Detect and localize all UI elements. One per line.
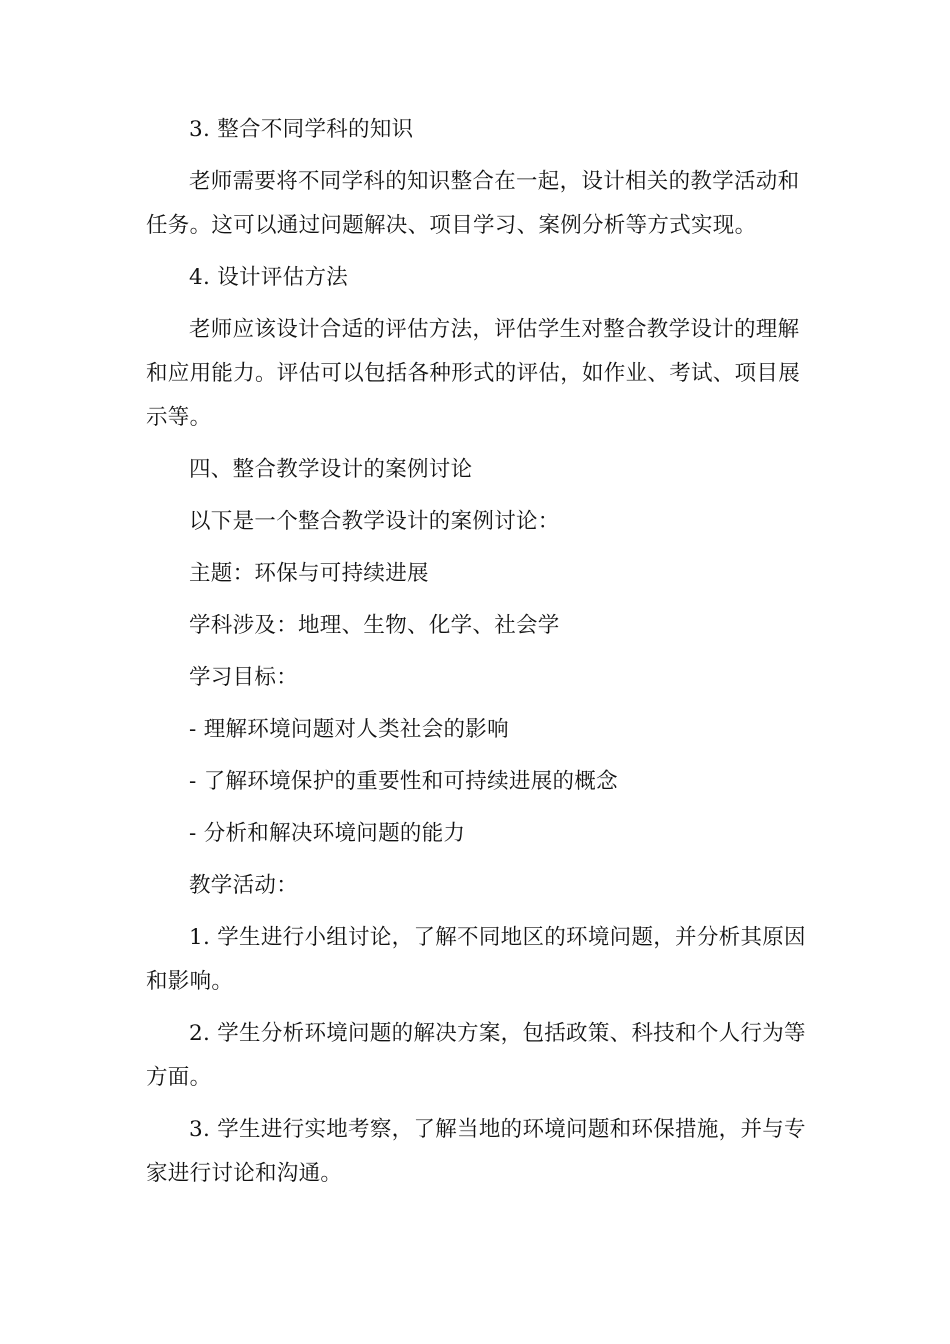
topic-line: 主题：环保与可持续进展 — [189, 561, 429, 586]
body-paragraph: 老师应该设计合适的评估方法，评估学生对整合教学设计的理解和应用能力。评估可以包括各种形式的评估，如作业、考试、项目展示等。 — [146, 317, 801, 430]
body-paragraph: 老师需要将不同学科的知识整合在一起，设计相关的教学活动和任务。这可以通过问题解决、项目学习、案例分析等方式实现。 — [146, 169, 800, 238]
objectives-heading: 学习目标： — [189, 665, 299, 690]
document-body — [146, 108, 806, 1196]
list-item: - 分析和解决环境问题的能力 — [189, 821, 466, 846]
body-paragraph: 以下是一个整合教学设计的案例讨论： — [189, 509, 560, 534]
activity-item: 1. 学生进行小组讨论，了解不同地区的环境问题，并分析其原因和影响。 — [146, 925, 806, 994]
activities-heading: 教学活动： — [189, 873, 299, 898]
activity-item: 3. 学生进行实地考察，了解当地的环境问题和环保措施，并与专家进行讨论和沟通。 — [146, 1117, 806, 1186]
chapter-heading: 四、整合教学设计的案例讨论 — [189, 457, 473, 482]
activity-item: 2. 学生分析环境问题的解决方案，包括政策、科技和个人行为等方面。 — [146, 1021, 806, 1090]
section-heading-4: 4. 设计评估方法 — [189, 265, 349, 290]
section-heading-3: 3. 整合不同学科的知识 — [189, 117, 414, 142]
list-item: - 理解环境问题对人类社会的影响 — [189, 717, 509, 742]
list-item: - 了解环境保护的重要性和可持续进展的概念 — [189, 769, 618, 794]
subjects-line: 学科涉及：地理、生物、化学、社会学 — [189, 613, 560, 638]
